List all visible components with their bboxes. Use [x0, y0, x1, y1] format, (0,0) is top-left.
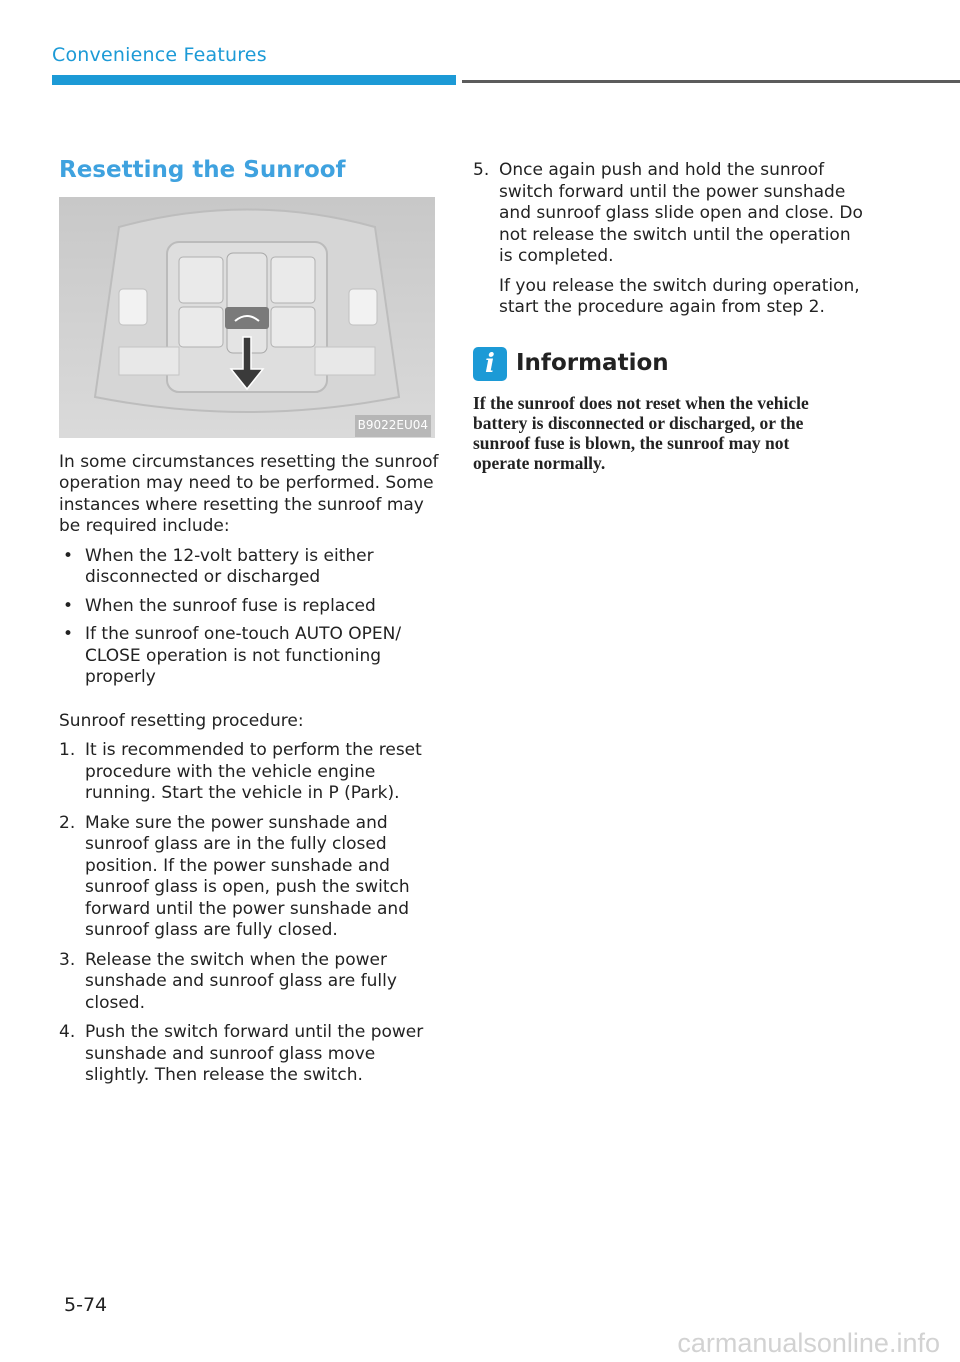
- step-number: 5.: [473, 160, 490, 180]
- step-item: [59, 740, 439, 805]
- page-number: 5-74: [64, 1294, 108, 1316]
- list-item: [59, 624, 439, 689]
- section-header: Convenience Features: [52, 44, 267, 66]
- step-note: If you release the switch during operation, start the procedure again from step 2.: [499, 275, 860, 317]
- bullet-text: When the 12-volt battery is either disconnected or discharged: [85, 545, 374, 587]
- list-item: [59, 546, 439, 589]
- step-text: Make sure the power sunshade and sunroof glass are in the fully closed position. If the power sunshade and sunroof glass is open, push the switch forward until the power sunshade and sunroof glass are fully closed.: [85, 812, 410, 940]
- procedure-steps-continued: [473, 160, 863, 268]
- sunroof-switch-figure: [59, 197, 435, 438]
- information-header: [473, 347, 863, 381]
- information-text: If the sunroof does not reset when the vehicle battery is disconnected or discharged, or the sunroof fuse is blown, the sunroof may not operate normally.: [473, 392, 809, 473]
- step-text: Once again push and hold the sunroof switch forward until the power sunshade and sunroof glass slide open and close. Do not release the switch until the operation is completed.: [499, 160, 863, 266]
- right-column: [473, 160, 863, 473]
- procedure-steps: [59, 740, 439, 1087]
- header-rule: [462, 80, 960, 83]
- step-text: It is recommended to perform the reset procedure with the vehicle engine running. Start the vehicle in P (Park).: [85, 740, 422, 803]
- step-item: [59, 813, 439, 942]
- bullet-text: If the sunroof one-touch AUTO OPEN/ CLOSE operation is not functioning properly: [85, 624, 402, 687]
- list-item: [59, 596, 439, 618]
- information-title: Information: [516, 349, 669, 376]
- bullet-marker: •: [63, 624, 74, 644]
- step-text: Push the switch forward until the power sunshade and sunroof glass move slightly. Then release the switch.: [85, 1022, 424, 1085]
- intro-paragraph: In some circumstances resetting the sunroof operation may need to be performed. Some instances where resetting the sunroof may be required include:: [59, 451, 439, 536]
- procedure-label: Sunroof resetting procedure:: [59, 710, 304, 731]
- step-number: 3.: [59, 949, 76, 970]
- step-item: [59, 1022, 439, 1087]
- step-text: Release the switch when the power sunshade and sunroof glass are fully closed.: [85, 949, 397, 1013]
- left-column: [59, 157, 439, 1095]
- bullet-text: When the sunroof fuse is replaced: [85, 595, 376, 616]
- step-item: [59, 950, 439, 1015]
- watermark: carmanualsonline.info: [677, 1328, 940, 1358]
- section-title: Resetting the Sunroof: [59, 157, 346, 183]
- header-accent-bar: [52, 75, 456, 85]
- step-number: 4.: [59, 1022, 76, 1042]
- bullet-marker: •: [63, 545, 74, 566]
- step-number: 2.: [59, 812, 76, 833]
- step-item: [473, 160, 863, 268]
- overhead-console-illustration: [59, 197, 435, 438]
- bullet-marker: •: [63, 595, 74, 616]
- figure-code: B9022EU04: [355, 415, 431, 437]
- reset-conditions-list: [59, 546, 439, 689]
- info-icon: i: [473, 347, 507, 381]
- step-number: 1.: [59, 740, 76, 760]
